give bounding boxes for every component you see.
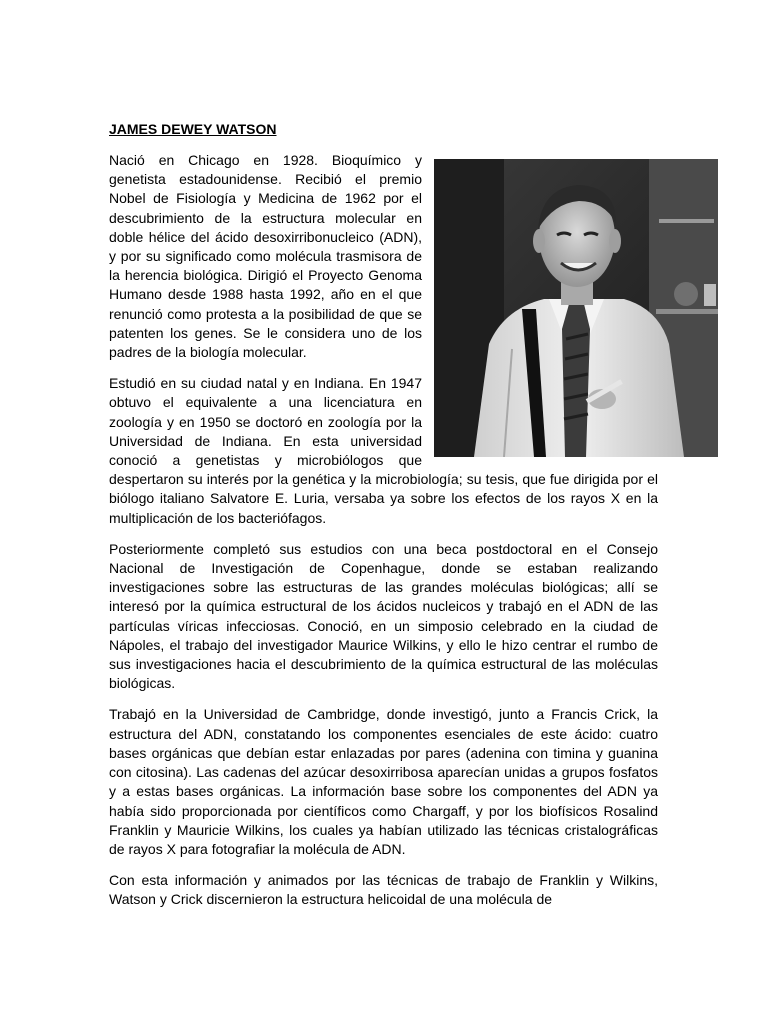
paragraph-5: Con esta información y animados por las técnicas de trabajo de Franklin y Wilkins, Watson y Crick discernieron la estructura helicoidal de una molécula de xyxy=(109,872,658,908)
portrait-illustration xyxy=(434,159,718,457)
portrait-photo xyxy=(434,159,718,457)
paragraph-1: Nació en Chicago en 1928. Bioquímico y genetista estadounidense. Recibió el premio Nobel de Fisiología y Medicina de 1962 por el descubrimiento de la estructura molecular en doble hélice del ácido desoxirribonucleico (ADN), y por su significado como molécula trasmisora de la herencia biológica. Dirigió el Proyecto Genoma Humano desde 1988 hasta 1992, año en el que renunció como protesta a la posibilidad de que se patenten los genes. Se le considera uno de los padres de la biología molecular. xyxy=(109,152,422,361)
paragraph-4: Trabajó en la Universidad de Cambridge, donde investigó, junto a Francis Crick, la estructura del ADN, constatando los componentes esenciales de este ácido: cuatro bases orgánicas que debían estar enlazadas por pares (adenina con timina y guanina con citosina). Las cadenas del azúcar desoxirribosa aparecían unidas a grupos fosfatos y a estas bases orgánicas. La información base sobre los componentes del ADN ya había sido proporcionada por científicos como Chargaff, y por los biofísicos Rosalind Franklin y Mauricie Wilkins, los cuales ya habían utilizado las técnicas cristalográficas de rayos X para fotografiar la molécula de ADN. xyxy=(109,706,658,857)
document-page xyxy=(109,120,658,922)
document-title: JAMES DEWEY WATSON xyxy=(109,121,277,137)
paragraph-2: Estudió en su ciudad natal y en Indiana. En 1947 obtuvo el equivalente a una licenciatura en zoología y en 1950 se doctoró en zoología por la Universidad de Indiana. En esta universidad conoció a genetistas y microbiólogos que despertaron su interés por la genética y la microbiología; su tesis, que fue dirigida por el biólogo italiano Salvatore E. Luria, versaba ya sobre los efectos de los rayos X en la multiplicación de los bacteriófagos. xyxy=(109,375,658,526)
paragraph-3: Posteriormente completó sus estudios con una beca postdoctoral en el Consejo Nacional de Investigación de Copenhague, donde se estaban realizando investigaciones sobre las estructuras de las grandes moléculas biológicas; allí se interesó por la química estructural de los ácidos nucleicos y trabajó en el ADN de las partículas víricas infecciosas. Conoció, en un simposio celebrado en la ciudad de Nápoles, el trabajo del investigador Maurice Wilkins, y ello le hizo centrar el rumbo de sus investigaciones hacia el descubrimiento de la química estructural de las moléculas biológicas. xyxy=(109,540,658,692)
